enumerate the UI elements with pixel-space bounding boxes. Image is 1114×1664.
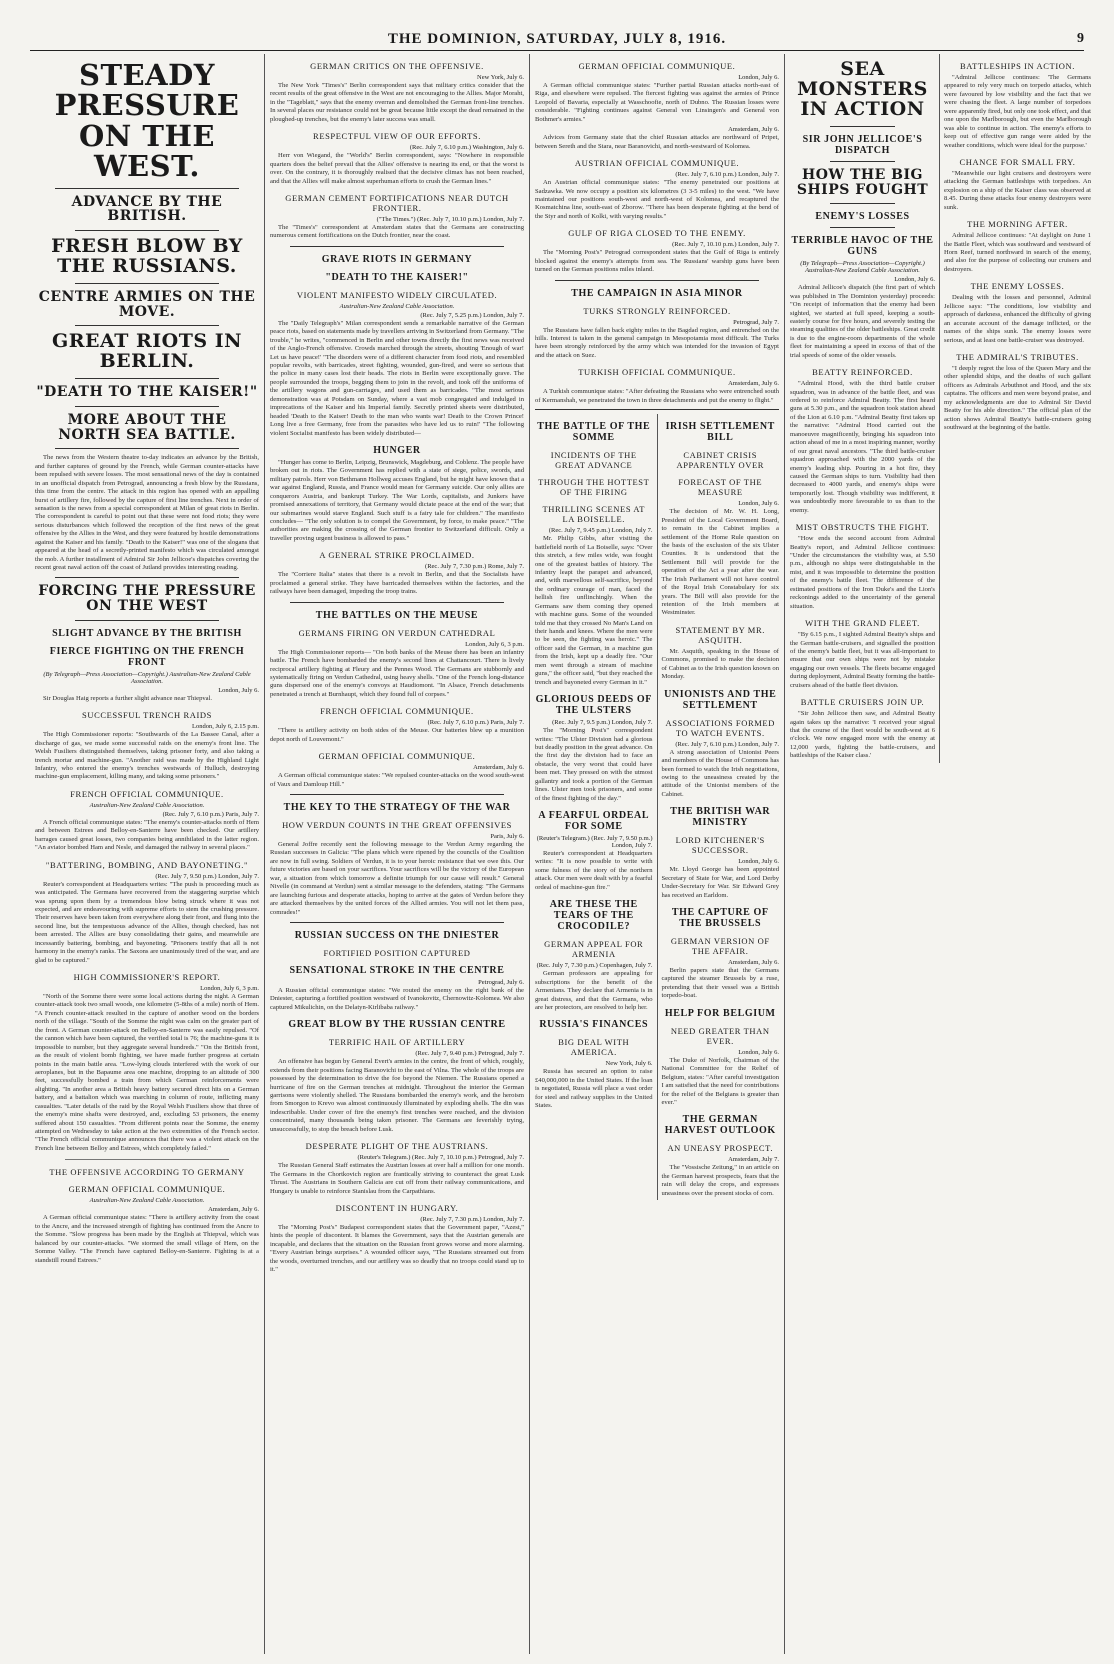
article-paragraph: The "Corriere Italia" states that there is a revolt in Berlin, and that the Socialists have proclaimed a general strike. They have barricaded themselves within the factories, and the railways have been damaged, impeding the troop trains. — [270, 571, 524, 596]
section-heading: BATTLESHIPS IN ACTION. — [960, 61, 1075, 71]
subheadline: ENEMY'S LOSSES — [815, 211, 910, 223]
subheadline: TURKS STRONGLY REINFORCED. — [583, 305, 731, 316]
section-heading: RUSSIA'S FINANCES — [539, 1019, 649, 1031]
subheadline: TERRIFIC HAIL OF ARTILLERY — [328, 1037, 466, 1048]
dateline: (Rec. July 7, 9.50 p.m.) London, July 7. — [155, 872, 259, 880]
article-paragraph: The Russians have fallen back eighty miles in the Bagdad region, and entrenched on the hills. Interest is taken in the general campaign in Mesopotamia most difficult. The Turks have been strongly reinforced by the army which was intended for the invasion of Egypt and the attack on Suez. — [535, 326, 779, 359]
section-heading: TURKISH OFFICIAL COMMUNIQUE. — [578, 367, 736, 378]
section-heading: FRENCH OFFICIAL COMMUNIQUE. — [70, 788, 224, 799]
jellicoe-column-right — [940, 54, 1091, 763]
section-heading: A FEARFUL ORDEAL FOR SOME — [538, 810, 650, 832]
headline: RUSSIAN SUCCESS ON THE DNIESTER — [294, 929, 500, 941]
section-heading: BEATTY REINFORCED. — [812, 367, 913, 378]
divider — [75, 325, 219, 326]
page-number: 9 — [1077, 31, 1084, 46]
column-2 — [265, 54, 530, 1654]
section-heading: CHANCE FOR SMALL FRY. — [959, 156, 1076, 167]
headline: GREAT BLOW BY THE RUSSIAN CENTRE — [288, 1019, 506, 1031]
section-heading: BATTLE CRUISERS JOIN UP. — [800, 697, 925, 708]
dateline: London, July 6. — [738, 500, 779, 508]
dateline: London, July 6, 3 p.m. — [465, 640, 524, 648]
section-heading: DESPERATE PLIGHT OF THE AUSTRIANS. — [305, 1141, 489, 1152]
irish-column — [658, 414, 780, 1200]
subheadline: SIR JOHN JELLICOE'S DISPATCH — [802, 133, 923, 156]
subheadline: FORECAST OF THE MEASURE — [678, 477, 763, 498]
article-paragraph: Mr. Lloyd George has been appointed Secretary of State for War, and Lord Derby Under-Secretary for War. Sir Edward Grey has received an Earldom. — [661, 866, 779, 899]
dateline: Amsterdam, July 6. — [728, 380, 779, 388]
headline: FRESH BLOW BY THE RUSSIANS. — [51, 235, 243, 278]
subheadline: INCIDENTS OF THE GREAT ADVANCE — [550, 450, 637, 471]
article-paragraph: German professors are appealing for subscriptions for the benefit of the Armenians. They declare that Armenia is in great distress, and that the Germans, who are her protectors, are resolved to help her. — [535, 970, 653, 1011]
article-paragraph: A German official communique states: "We repulsed counter-attacks on the wood south-west of Vaux and Damloup Hill." — [270, 772, 524, 788]
article-paragraph: The Russian General Staff estimates the Austrian losses at over half a million for one month. The Germans in the Chortkovich region are frantically striving to counteract the great Lusk Thrust. The Austrians in Southern Galicia are cut off from their railway communications, and Hungary is unable to reinforce Stanislau from the Carpathians. — [270, 1162, 524, 1195]
dateline: (Rec. July 7, 6.10 p.m.) London, July 7. — [675, 171, 779, 179]
dateline: London, July 6. — [738, 74, 779, 81]
subheadline: "DEATH TO THE KAISER!" — [325, 271, 469, 283]
subheadline: HOW VERDUN COUNTS IN THE GREAT OFFENSIVES — [282, 820, 512, 830]
dateline: (Rec. July 7, 7.30 p.m.) Rome, July 7. — [425, 563, 524, 571]
article-paragraph: "Hunger has come to Berlin, Leipzig, Brunswick, Magdeburg, and Coblenz. The people have broken out in riots. The Government has replied with a state of siege, police, swords, and military patrols. Herr von Bethmann Hollweg accuses England, but he might have known that a war against England, Russia, and France would mean for Germany suicide. Our only allies are conquerors Austria, and bankrupt Turkey. The War Lords, capitalists, and Junkers have promised annexations of territory, that Germany would dictate peace at the end of the war; that our submarines would starve England. Such stuff is a fairy tale for children." The manifesto concludes— "The only solution is to compel the Government, by force, to make peace." "The authorities are making the crossing of the German frontier to Switzerland difficult. Only a traveller proving urgent business is allowed to pass." — [270, 458, 524, 542]
section-heading: UNIONISTS AND THE SETTLEMENT — [664, 688, 777, 711]
section-heading: THE CAPTURE OF THE BRUSSELS — [671, 907, 769, 929]
dateline: (Rec. July 7, 6.10 p.m.) Paris, July 7. — [427, 719, 524, 727]
section-heading: THE GERMAN HARVEST OUTLOOK — [664, 1114, 776, 1137]
divider — [75, 230, 219, 231]
dateline: New York, July 6. — [477, 74, 524, 81]
section-heading: "BATTERING, BOMBING, AND BAYONETING." — [45, 859, 249, 870]
article-paragraph: An Austrian official communique states: "The enemy penetrated our positions at Sadzawka. We now occupy a position six kilometres (3 3-5 miles) to the west. "We have maintained our positions south-west and north-west of Kolomea, and recaptured the Kosmatchina line, south-east of Zborow. "There has been desperate fighting at the bend of the Styr and north of Kolki, with varying results." — [535, 179, 779, 220]
article-paragraph: Russia has secured an option to raise £40,000,000 in the United States. If the loan is negotiated, Russia will place a vast order for steel and railway supplies in the United States. — [535, 1068, 653, 1110]
headline: THE CAMPAIGN IN ASIA MINOR — [571, 287, 743, 299]
divider — [75, 283, 219, 284]
article-paragraph: Herr von Wiegand, the "World's" Berlin correspondent, says: "Nowhere in responsible quarters does the belief prevail that the Allies' offensive is nearing its end, or that the worst is over. On the contrary, it is thoroughly realised that the decisive climax has not been reached, and that the Allies will make almost superhuman efforts to crush the German lines." — [270, 152, 524, 185]
agency-credit: (By Telegraph—Press Association—Copyright.) Australian-New Zealand Cable Association. — [43, 670, 251, 685]
section-heading: GLORIOUS DEEDS OF THE ULSTERS — [535, 694, 652, 717]
subheadline: TERRIBLE HAVOC OF THE GUNS — [791, 235, 934, 258]
section-heading: THE BRITISH WAR MINISTRY — [670, 806, 771, 829]
section-heading: STATEMENT BY MR. ASQUITH. — [675, 624, 765, 645]
subheadline: FIERCE FIGHTING ON THE FRENCH FRONT — [49, 645, 245, 668]
headline: ADVANCE BY THE BRITISH. — [71, 193, 223, 225]
divider — [55, 448, 239, 449]
headline: THE BATTLES ON THE MEUSE — [315, 609, 479, 621]
headline: MORE ABOUT THE NORTH SEA BATTLE. — [58, 411, 236, 443]
subheadline: GERMANS FIRING ON VERDUN CATHEDRAL — [298, 627, 496, 638]
dateline: (Rec. July 7, 7.30 p.m.) Copenhagen, July 7. — [536, 962, 653, 970]
dateline: London, July 6, 2.15 p.m. — [192, 723, 259, 731]
article-paragraph: Mr. Philip Gibbs, after visiting the battlefield north of La Boiselle, says: "Over this stretch, a few miles wide, was fought one of the greatest battles of history. The infantry leapt the parapet and advanced, and, with marvellous self-sacrifice, beyond the ordinary courage of man, faced the hellish fire unflinchingly. When the Germans saw them coming they opened with machine guns. Some of the wounded told me that they crossed No Man's Land on their hands and knees. Where the men were to be seen, the fighting was heroic." The officer said the German, in a machine gun from the Irish, kept up a deadly fire. "Our men went through a stream of machine guns," the officer said, "but they reached the trench and bayoneted every German in it." — [535, 535, 653, 686]
section-heading: FRENCH OFFICIAL COMMUNIQUE. — [320, 706, 474, 717]
dateline: (Rec. July 7, 6.10 p.m.) London, July 7. — [675, 740, 779, 748]
dateline: London, July 6. — [738, 1048, 779, 1056]
section-heading: RESPECTFUL VIEW OF OUR EFFORTS. — [313, 131, 481, 142]
article-paragraph: "I deeply regret the loss of the Queen Mary and the other splendid ships, and the deaths of such gallant officers as Admirals Arbuthnot and Hood, and the six captains. The officers and men were beyond praise, and my acknowledgments are due to Admiral Sir David Beatty for his able direction." The official plan of the action shows Admiral Beatty's battle-cruisers going southward at the beginning of the battle. — [944, 364, 1091, 431]
headline: CENTRE ARMIES ON THE MOVE. — [38, 289, 256, 320]
dateline: ("The Times.") (Rec. July 7, 10.10 p.m.) London, July 7. — [376, 215, 524, 223]
divider — [75, 378, 219, 379]
article-paragraph: "How ends the second account from Admiral Beatty's report, and Admiral Jellicoe continues: "Under the circumstances the visibility was, at 5.50 p.m., although no ships were distinguishable in the mist, and it was impossible to determine the position of the enemy's battle fleet. The difference of the estimated positions of the Iron Duke's and the Lion's reckonings added to the uncertainty of the general situation. — [790, 535, 935, 610]
article-paragraph: Mr. Asquith, speaking in the House of Commons, promised to make the decision of Cabinet as to the Irish question known on Monday. — [661, 647, 779, 681]
divider — [55, 188, 239, 189]
section-heading: HIGH COMMISSIONER'S REPORT. — [73, 972, 221, 982]
dateline: Petrograd, July 6. — [478, 978, 524, 986]
section-heading: GERMAN OFFICIAL COMMUNIQUE. — [578, 61, 736, 71]
subheadline: THROUGH THE HOTTEST OF THE FIRING — [538, 477, 650, 498]
article-paragraph: An offensive has begun by General Evert's armies in the centre, the front of which, roughly, extends from their positions facing Baranovichi to the east of Vilna. The whole of the troops are possessed by the determination to drive the foe beyond the Niemen. The Russians opened a hurricane of fire on the German trenches at midnight. Throughout the interior the German garrisons were violently shelled. The Russians bombarded the enemy's work, and the heroism from Smorgon to Krevo was almost continuously illuminated by exploding shells. The din was indescribable. Under cover of fire the enemy's first trenches were reached, and the division concentrated, many thousands being taken prisoner. The Germans are feverishly trying, unsuccessfully, to stop the breach before Lusk. — [270, 1058, 524, 1133]
article-paragraph: The "Morning Post's" Budapest correspondent states that the Government paper, "Azest," hints the people of discontent. It blames the Government, says that the Austrian generals are incapable, and declares that the situation on the Russian front grows worse and more alarming. "Every Austrian brings surprises." A wounded officer says, "The Russians streamed out from the woods, overturned trenches, and our artillery was so deadly that no troops could stand up to it." — [270, 1223, 524, 1274]
article-paragraph: The High Commissioner reports: "Southwards of the La Bassee Canal, after a discharge of gas, we made some successful raids on the enemy's front line. The Welsh Fusiliers distinguished themselves, taking prisoner forty, and also taking a trench mortar and machine-gun. "Another raid was made by the Highland Light Infantry, who entered the enemy's trenches westwards of Hulluch, destroying machine-gun emplacement, killing many, and taking some prisoners." — [35, 731, 259, 781]
dateline: Petrograd, July 7. — [733, 318, 779, 326]
divider — [290, 246, 504, 247]
subheadline: THRILLING SCENES AT LA BOISELLE. — [542, 504, 646, 525]
headline: HOW THE BIG SHIPS FOUGHT — [796, 166, 929, 198]
dateline: London, July 6. — [218, 686, 259, 694]
article-paragraph: Reuter's correspondent at Headquarters writes: "It is now possible to write with some fulness of the story of the northern attack. Our men were dealt with by a fearful ordeal of machine-gun fire." — [535, 850, 653, 891]
dateline: Amsterdam, July 6. — [473, 764, 524, 772]
headline: SEA MONSTERS IN ACTION — [797, 58, 928, 120]
section-heading: HELP FOR BELGIUM — [664, 1007, 776, 1019]
dateline: New York, July 6. — [605, 1060, 653, 1068]
section-heading: ARE THESE THE TEARS OF THE CROCODILE? — [549, 899, 638, 933]
subheadline: SENSATIONAL STROKE IN THE CENTRE — [289, 964, 505, 976]
column-1 — [30, 54, 265, 1654]
article-paragraph: Dealing with the losses and personnel, Admiral Jellicoe says: "The conditions, low visibility and approach of darkness, enhanced the difficulty of giving an accurate account of the damage inflicted, or the names of the ships sunk. The enemy losses were serious, and at least one battle-cruiser was destroyed. — [944, 294, 1091, 344]
subheadline: FORTIFIED POSITION CAPTURED — [323, 947, 471, 958]
subheadline: AN UNEASY PROSPECT. — [667, 1143, 774, 1154]
article-paragraph: Sir Douglas Haig reports a further slight advance near Thiepval. — [43, 694, 213, 702]
divider — [830, 203, 895, 204]
article-paragraph: A French official communique states: "The enemy's counter-attacks north of Hem and between Estrees and Belloy-en-Santerre have been checked. Our artillery barrages caused great losses, two companies being annihilated in the latter region. "An aviator bombed Ham and Nesle, and damaged the railway in several places." — [35, 818, 259, 852]
subheadline: LORD KITCHENER'S SUCCESSOR. — [675, 835, 765, 856]
section-heading: GERMAN OFFICIAL COMMUNIQUE. — [318, 751, 476, 762]
article-paragraph: "Admiral Jellicoe continues: 'The Germans appeared to rely very much on torpedo attacks, which were favoured by low visibility and the fact that we were chasing the fleet. A large number of torpedoes were apparently fired, but only one took effect, and that one upon the Marlborough, but even the Marlborough was able to continue in action. The enemy's efforts to keep out of effective gun range were aided by the weather conditions, which were ideal for the purpose.' — [944, 74, 1091, 149]
subheadline: SLIGHT ADVANCE BY THE BRITISH — [52, 627, 242, 639]
article-paragraph: The "Morning Post's" correspondent writes: "The Ulster Division had a glorious but deadly position in the great advance. On the first day the division had to face an obstacle, the very worst that could have been met. They pressed on with the utmost gallantry and took a portion of the German lines. Ulster men took prisoners, and some of the finest fighting of the day." — [535, 727, 653, 802]
headline: FORCING THE PRESSURE ON THE WEST — [38, 583, 256, 615]
agency-credit: (By Telegraph—Press Association—Copyright.) Australian-New Zealand Cable Association. — [800, 260, 925, 275]
article-paragraph: A strong association of Unionist Peers and members of the House of Commons has been formed to watch the Irish negotiations, owing to the uneasiness created by the attitude of the Unionist members of the Cabinet. — [661, 748, 779, 798]
two-column-section — [790, 54, 1091, 763]
article-paragraph: "By 6.15 p.m., I sighted Admiral Beatty's ships and the German battle-cruisers, and signalled the position of the enemy's battle fleet, but it was all-important to ensure that our own ships were not by mistake engaging our own vessels. The fleets became engaged during deployment, Admiral Beatty forming the battle-cruisers ahead of the battle fleet division. — [790, 631, 935, 689]
column-4 — [785, 54, 1096, 1654]
newspaper-title: THE DOMINION, SATURDAY, JULY 8, 1916. — [387, 30, 727, 47]
divider — [75, 406, 219, 407]
divider — [65, 1159, 229, 1160]
article-paragraph: The "Times's" correspondent at Amsterdam states that the Germans are constructing numerous cement fortifications on the Dutch frontier, near the coast. — [270, 223, 524, 240]
intro-paragraph: The news from the Western theatre to-day indicates an advance by the British, and further captures of ground by the French, while German counter-attacks have been repulsed with severe losses. The most sensational news of the day is contained in an unofficial dispatch from Petrograd, announcing a fresh blow by the Russians, this time from the centre. The attack in this region has opened with an appalling burst of artillery fire, followed by the capture of first line trenches. Next in order of sensation is the news from a special correspondent at Milan of great riots in Berlin. The correspondent is careful to point out that these were not food riots; they were serious disturbances which followed the reception of the first news of the great offensive by the Allies in the West, and they were featured by hostile demonstrations against the Kaiser and his family. "Death to the Kaiser!" was one of the slogans that appeared at the head of a secretly-printed manifesto which was circulated amongst the mob. A further installment of Admiral Sir John Jellicoe's dispatches covering the recent great naval action off the coast of Jutland provides interesting reading. — [35, 454, 259, 571]
section-heading: AUSTRIAN OFFICIAL COMMUNIQUE. — [574, 158, 740, 169]
dateline: (Rec. July 7, 5.25 p.m.) London, July 7. — [420, 311, 524, 319]
divider — [555, 280, 759, 281]
divider — [830, 161, 895, 162]
divider — [830, 126, 895, 127]
dateline: Paris, July 6. — [490, 833, 524, 840]
two-column-section — [535, 409, 779, 1200]
agency-credit: Australian-New Zealand Cable Association. — [89, 801, 205, 809]
article-paragraph: "Sir John Jellicoe then saw, and Admiral Beatty again takes up the narrative: 'I received your signal that the course of the fleet would be south-west at 6 o'clock. We now engaged more with the enemy at 12,000 yards, fighting the battle-cruisers, and battleships of the Kaiser class.' — [790, 710, 935, 760]
article-paragraph: "Admiral Hood, with the third battle cruiser squadron, was in advance of the battle fleet, and was ordered to reinforce Admiral Beatty. The first heard guns at 5.30 p.m., and the squadron took station ahead of the Lion at 6.10 p.m. "Admiral Beatty first takes up the narrative: "Admiral Hood carried out the manoeuvre magnificently, bringing his squadron into action ahead of me in a most inspiring manner, worthy of our great naval ancestors. "The third battle-cruiser squadron approached with the 2000 yards of the enemy's leading ship. Pouring in a hot fire, they caused the German ships to turn. Visibility had then decreased to 4000 yards, and enemy's ships were temporarily lost. Though visibility was indifferent, it was undoubtedly more favourable to us than to the enemy. — [790, 380, 935, 514]
article-paragraph: The High Commissioner reports— "On both banks of the Meuse there has been an infantry battle. The French have bombarded the enemy's second lines at Chattancourt. There is lively reciprocal artillery fighting at Fleury and the Pennes Wood. The Germans are stubbornly and systematically firing on Verdun Cathedral, using heavy shells. "One of the French long-distance guns dispersed one of the enemy's convoys at Haudiomont. "In Alsace, French detachments penetrated a trench at Burnhaupt, which they found full of corpses." — [270, 648, 524, 698]
article-paragraph: "There is artillery activity on both sides of the Meuse. Our batteries blew up a munition depot north of Louvemont." — [270, 727, 524, 743]
divider — [290, 922, 504, 923]
section-heading: THE MORNING AFTER. — [967, 219, 1068, 230]
subheadline: NEED GREATER THAN EVER. — [670, 1025, 770, 1046]
article-paragraph: The "Vossische Zeitung," in an article on the German harvest prospects, fears that the rain will delay the crops, and expresses uneasiness over the present stocks of corn. — [661, 1164, 779, 1197]
headline: THE BATTLE OF THE SOMME — [537, 421, 651, 444]
article-paragraph: Admiral Jellicoe's dispatch (the first part of which was published in The Dominion yesterday) proceeds: "On receipt of information that the enemy had been sighted, we started at full speed, keeping a south-easterly course for five hours, and severely testing the steaming qualities of the older battleships. Great credit is due to the engine-room departments of the whole fleet for maintaining a speed in excess of that of the trial speeds of some of the older vessels. — [790, 284, 935, 359]
divider — [290, 794, 504, 795]
section-heading: DISCONTENT IN HUNGARY. — [335, 1202, 459, 1213]
divider — [55, 577, 239, 578]
divider — [290, 602, 504, 603]
article-paragraph: The Duke of Norfolk, Chairman of the National Committee for the Relief of Belgium, states: "After careful investigation I am satisfied that the need for contributions for the relief of the Belgians is greater than ever." — [661, 1056, 779, 1106]
dateline: Amsterdam, July 6. — [728, 959, 779, 966]
dateline: London, July 6. — [894, 276, 935, 284]
dateline: (Rec. July 7, 9.5 p.m.) London, July 7. — [552, 719, 653, 727]
dateline: (Rec. July 7, 6.10 p.m.) Paris, July 7. — [162, 810, 259, 818]
dateline: (Rec. July 7, 7.30 p.m.) London, July 7. — [420, 1215, 524, 1223]
dateline: (Rec. July 7, 9.45 p.m.) London, July 7. — [548, 527, 653, 535]
section-heading: HUNGER — [373, 444, 421, 456]
article-paragraph: A Russian official communique states: "We routed the enemy on the right bank of the Dniester, capturing a fortified position westward of Ivanokovitz, Chernowitz-Kolomea. We also captured Mikulichin, on the Delatyn-Kirlibaba railway." — [270, 986, 524, 1011]
page-columns — [30, 54, 1096, 1654]
subheadline: VIOLENT MANIFESTO WIDELY CIRCULATED. — [296, 289, 498, 300]
divider — [830, 227, 895, 228]
dateline: London, July 6. — [738, 858, 779, 866]
subheadline: BIG DEAL WITH AMERICA. — [558, 1037, 630, 1058]
article-paragraph: A Turkish communique states: "After defeating the Russians who were entrenched south of Kermanshah, we penetrated the town in three detachments and put the enemy to flight." — [535, 388, 779, 404]
dateline: (Rec. July 7, 10.10 p.m.) London, July 7. — [672, 241, 779, 249]
article-paragraph: Reuter's correspondent at Headquarters writes: "The push is proceeding much as was anticipated. The Germans have recovered from the staggering surprise which was sprung upon them by a tremendous blow being struck where it was not expected, and are endeavouring with supreme efforts to stem the crushing pressure. Their reserves have been taken from everywhere along their front, and flung into the second line, but the tempestuous advance of the Allies, though checked, has not been arrested. The Allies are busy consolidating their gains, and meanwhile are incessantly battering, bombing, and bayoneting. "Prisoners testify that all is not harmony in the enemy's ranks. The Saxons are unanimously tired of the war, and are glad to be captured." — [35, 880, 259, 964]
subheadline: GERMAN APPEAL FOR ARMENIA — [544, 939, 644, 960]
article-paragraph: The "Morning Post's" Petrograd correspondent states that the Gulf of Riga is entirely blocked against the enemy's attempts from sea. The Russians' warship guns have been turned on the German positions miles inland. — [535, 249, 779, 274]
subheadline: GERMAN VERSION OF THE AFFAIR. — [670, 936, 770, 956]
section-heading: A GENERAL STRIKE PROCLAIMED. — [319, 550, 475, 561]
dateline: (Rec. July 7, 9.40 p.m.) Petrograd, July 7. — [415, 1050, 524, 1058]
headline: "DEATH TO THE KAISER!" — [36, 384, 258, 401]
section-heading: GERMAN CEMENT FORTIFICATIONS NEAR DUTCH FRONTIER. — [285, 192, 509, 213]
section-heading: GERMAN OFFICIAL COMMUNIQUE. — [68, 1184, 226, 1195]
subheadline: ASSOCIATIONS FORMED TO WATCH EVENTS. — [665, 717, 775, 738]
headline: GRAVE RIOTS IN GERMANY — [321, 253, 473, 265]
dateline: Amsterdam, July 7. — [728, 1156, 779, 1164]
section-heading: THE ADMIRAL'S TRIBUTES. — [956, 351, 1079, 362]
article-paragraph: The "Daily Telegraph's" Milan correspondent sends a remarkable narrative of the German peace riots, based on statements made by travellers arriving in Switzerland from Germany. "The trouble," he writes, "commenced in Berlin and other towns directly the first news was received of the Anglo-French offensive. Crowds marched through the streets, shouting 'Enough of war! Let us have peace!' "The disorders were of a different character from food riots, and resembled popular revolts, with barricades, street fighting, wounded, gun-fired, and were so serious that the police in many cases lost their heads. The riots in Berlin were exceptionally grave. The people surrounded the troops, begging them to join in the revolt, and took off the uniforms of the artillery wagons and gun-carriages, and used them as barricades. "The most serious demonstration was at Potsdam on Sunday, where a vast mob congregated and indulged in imprecations of the Kaiser and his Imperial family. Secretly printed sheets were distributed, headed 'Death to the Kaiser! Death to the man who wants war! Death to the Crown Prince! Long live a free Germany, free from the parasites who have led us to ruin!' "The following violent Socialist manifesto has been widely distributed— — [270, 319, 524, 437]
section-heading: GULF OF RIGA CLOSED TO THE ENEMY. — [568, 228, 746, 239]
subheadline: CABINET CRISIS APPARENTLY OVER — [676, 450, 765, 471]
section-heading: WITH THE GRAND FLEET. — [805, 618, 920, 629]
article-paragraph: A German official communique states: "There is artillery activity from the coast to the Ancre, and the increased strength of fighting has continued from the Ancre to the Somme. "Slow progress has been made by the English at Thiepval, which was balanced by our counter-attacks. "We stormed the small village of Hem, on the Somme Valley. "The French have captured Belloy-en-Santerre. Fighting is at a standstill round Estrees." — [35, 1214, 259, 1264]
article-paragraph: The decision of Mr. W. H. Long, President of the Local Government Board, to remain in the Cabinet implies a settlement of the Home Rule question on the basis of the exclusion of the six Ulster Counties. It is understood that the Settlement Bill will provide for the operation of the Act a year after the war. The Irish Parliament will not have control of the Royal Irish Constabulary for six years. The Bill will also provide for the retention of the Irish members at Westminster. — [661, 508, 779, 617]
agency-credit: Australian-New Zealand Cable Association. — [339, 302, 455, 310]
dateline: (Reuter's Telegram.) (Rec. July 7, 9.50 p.m.) London, July 7. — [536, 835, 653, 849]
dateline: (Reuter's Telegram.) (Rec. July 7, 10.10 p.m.) Petrograd, July 7. — [357, 1154, 524, 1162]
somme-column — [535, 414, 658, 1200]
article-paragraph: "Meanwhile our light cruisers and destroyers were attacking the German battleships with torpedoes. An explosion on a ship of the Kaiser class was observed at 8.45. During these attacks four enemy destroyers were sunk. — [944, 169, 1091, 211]
headline: GREAT RIOTS IN BERLIN. — [52, 330, 242, 373]
article-paragraph: A German official communique states: "Further partial Russian attacks north-east of Riga, and elsewhere were repulsed. The fiercest fighting was against the armies of Prince Leopold of Bavaria, especially at Wasschoofie, north of Dubno. The Russian losses were considerable. "Fighting continues against General von Linsingen's and General von Bothmer's armies." — [535, 82, 779, 123]
headline: IRISH SETTLEMENT BILL — [665, 421, 775, 444]
masthead — [30, 28, 1084, 51]
dateline: Amsterdam, July 6. — [208, 1206, 259, 1214]
divider — [75, 620, 219, 621]
article-paragraph: General Joffre recently sent the following message to the Verdun Army regarding the Russian successes in Galicia: "The plans which were ripened by the councils of the Coalition are now in full swing. Soldiers of Verdun, it is to your heroic resistance that we owe this. Our future victories are based on your sacrifices. Your sacrifices will be the victory of the European war, a situation from which tomorrow a definite triumph for our cause will result." General Nivelle (in command at Verdun) sent a similar message to the defenders, stating: "The Germans are launching furious and desperate attacks, hoping to arrive at the gates of Verdun before they are attacked themselves by the united forces of the Allied armies. You will not let them pass, comrades!" — [270, 841, 524, 916]
main-headline: STEADY PRESSURE ON THE WEST. — [54, 58, 240, 184]
section-heading: THE ENEMY LOSSES. — [970, 281, 1065, 292]
agency-credit: Australian-New Zealand Cable Association. — [89, 1197, 205, 1205]
headline: THE KEY TO THE STRATEGY OF THE WAR — [283, 802, 511, 813]
section-heading: GERMAN CRITICS ON THE OFFENSIVE. — [310, 61, 484, 71]
section-heading: MIST OBSTRUCTS THE FIGHT. — [795, 522, 930, 533]
article-paragraph: Advices from Germany state that the chief Russian attacks are northward of Pripet, between Sereth and the Stara, near Baranovichi, and north-westward of Kolomea. — [535, 134, 779, 150]
section-heading: THE OFFENSIVE ACCORDING TO GERMANY — [49, 1167, 245, 1178]
column-3 — [530, 54, 785, 1654]
dateline: Amsterdam, July 6. — [728, 126, 779, 134]
article-paragraph: Admiral Jellicoe continues: "At daylight on June 1 the Battle Fleet, which was southward and westward of Horn Reef, turned northward in search of the enemy, and also for the purpose of collecting our cruisers and destroyers. — [944, 232, 1091, 273]
jellicoe-column-left — [790, 54, 940, 763]
article-paragraph: "North of the Somme there were some local actions during the night. A German counter-attack took two small woods, one kilometre (5-8ths of a mile) north of Hem. "A French counter-attack resulted in the capture of another wood on the borders north of the village. "South of the Somme the night was calm on the greater part of the front. A German counter-attack on Belloy-en-Santerre was easily repulsed. "Of the cannon which have been captured, the verified total is 76; the machine-guns it is impossible to number, but they aggregate several hundreds." "On the British front, as the result of violent bomb fighting, we have made further progress at certain points in the main battle area. "Low-lying clouds interfered with the work of our aeroplanes, but in the Bapaume area one machine, dropping to an altitude of 300 feet, successfully bombed a train from which German reinforcements were alighting. "In another area a British heavy battery secured direct hits on a German battery, and a battalion which was marching in column of route, inflicting many casualties. "Later details of the raid by the Royal Welsh Fusiliers show that three of the enemy's mine shafts were destroyed, and, excluding 53 prisoners, the enemy suffered about 150 casualties. "From different points near the Somme, the enemy attempted on Wednesday to take action at the two extremities of the French sector. "The French official communique announces that there was a violent attack on the French line between Belloy and Estrees, which completely failed." — [35, 993, 259, 1152]
dateline: London, July 6, 3 p.m. — [200, 985, 259, 992]
article-paragraph: The New York "Times's" Berlin correspondent says that military critics consider that the recent results of the great offensive in the West are not encouraging to the Allies. Major Moraht, in the "Tageblatt," says that the enemy overran and demolished the German front-line trenches. In several places our resistance could not be great because little except the dead remained in the ploughed-up trenches, but the enemy's later success was small. — [270, 82, 524, 123]
article-paragraph: Berlin papers state that the Germans captured the steamer Brussels by a ruse, pretending that their vessel was a British torpedo-boat. — [661, 967, 779, 1000]
dateline: (Rec. July 7, 6.10 p.m.) Washington, July 6. — [409, 144, 524, 152]
section-heading: SUCCESSFUL TRENCH RAIDS — [82, 710, 212, 721]
